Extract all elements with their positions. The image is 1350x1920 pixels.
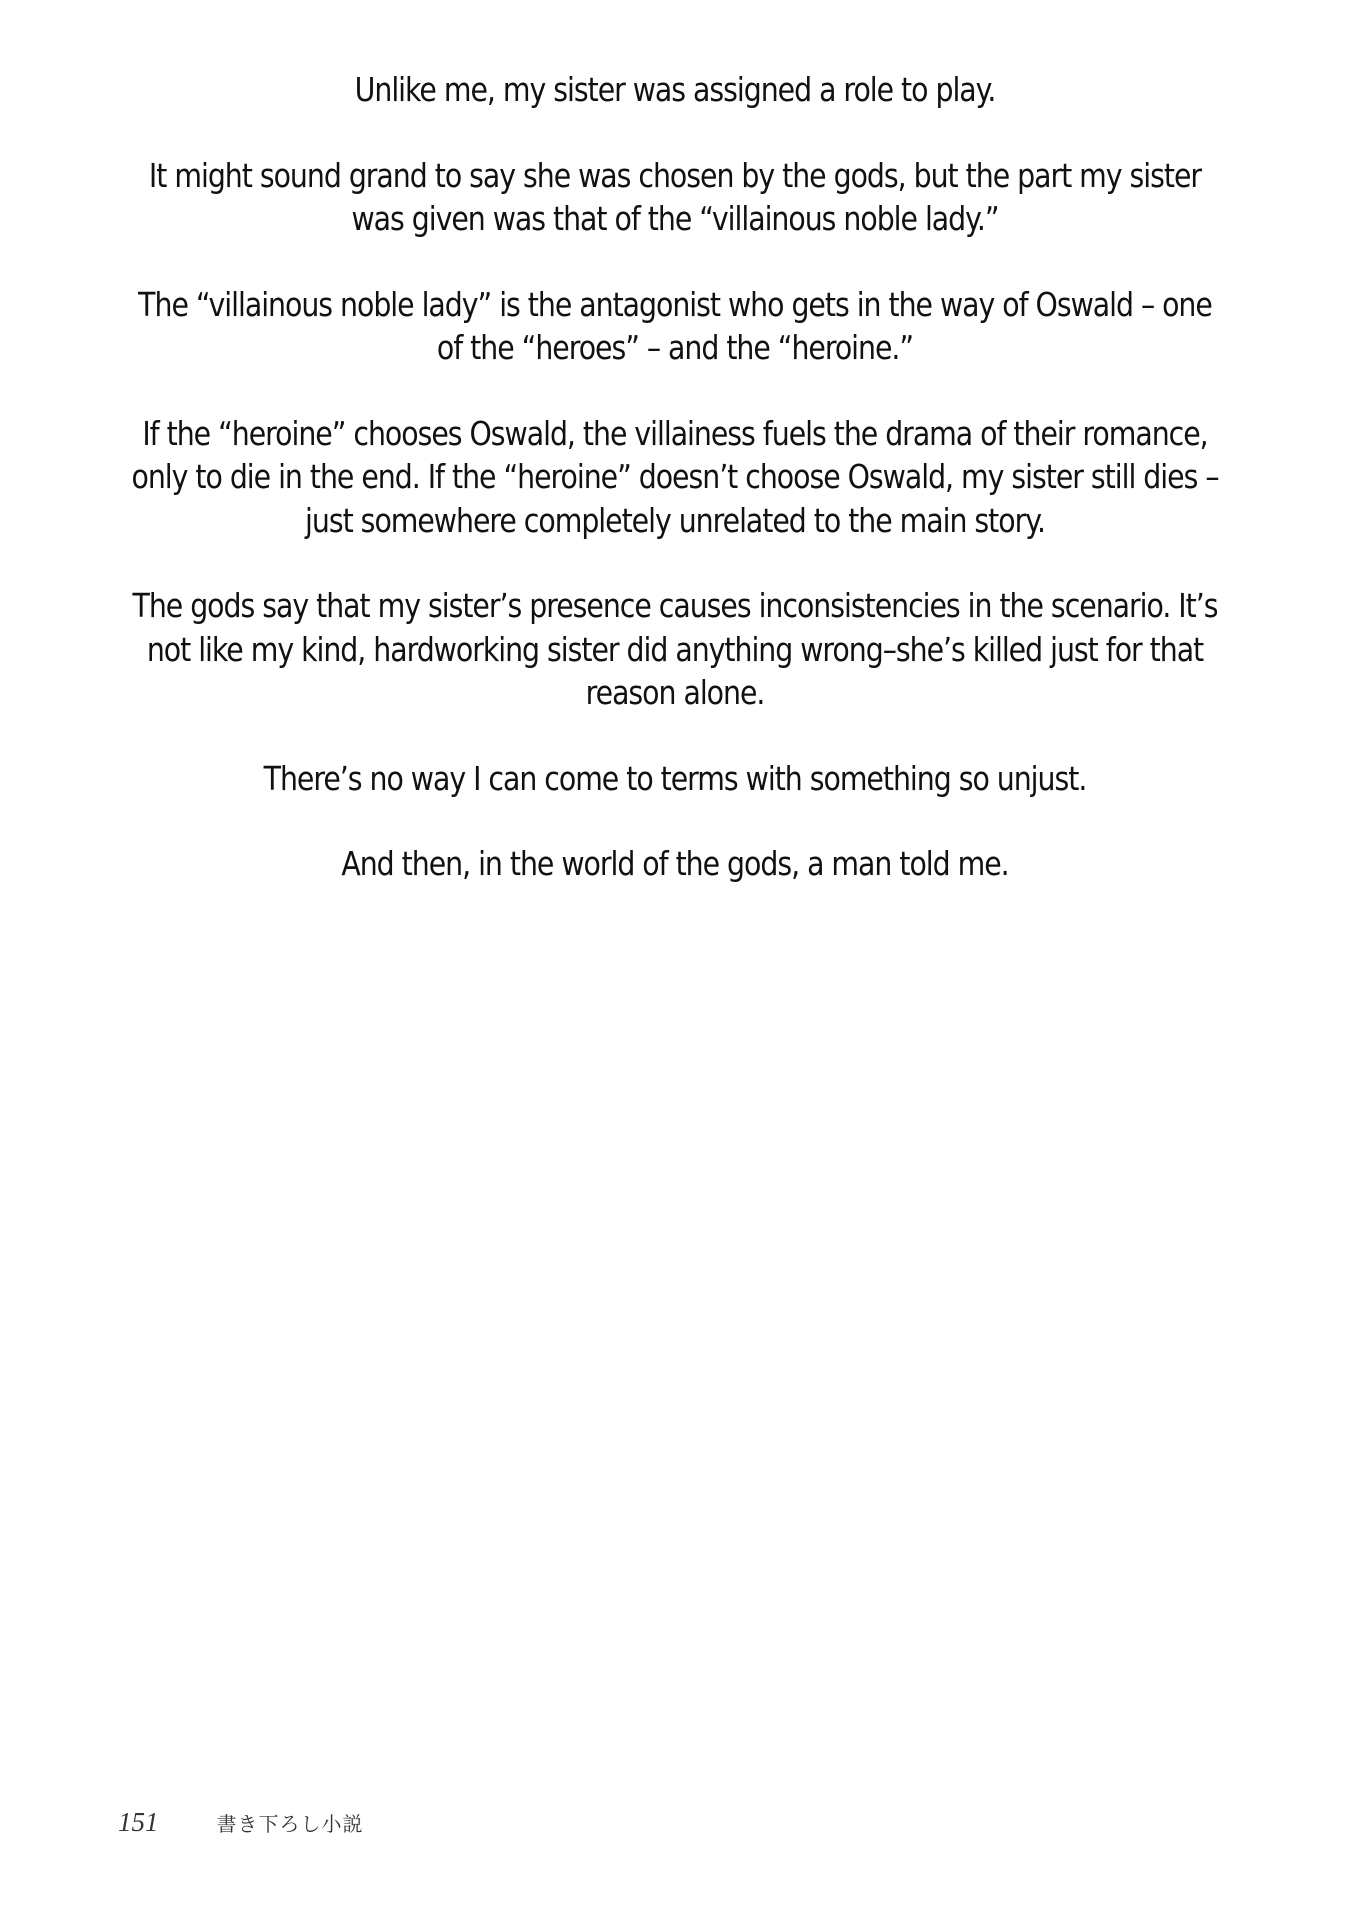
page-footer: [118, 1807, 364, 1838]
paragraph: The gods say that my sister’s presence causes inconsistencies in the scenario. It’s not like my kind, hardworking sister did anything wrong–she’s killed just for that reason alone.: [132, 586, 1218, 712]
page-body: [129, 68, 1221, 928]
page-number: 151: [118, 1807, 159, 1837]
running-title: 書き下ろし小説: [216, 1812, 364, 1836]
paragraph: There’s no way I can come to terms with something so unjust.: [263, 758, 1087, 798]
paragraph: If the “heroine” chooses Oswald, the villainess fuels the drama of their romance, only to die in the end. If the “heroine” doesn’t choose Oswald, my sister still dies – just somewhere completely unrelated to the main story.: [131, 413, 1219, 540]
paragraph: It might sound grand to say she was chosen by the gods, but the part my sister was given was that of the “villainous noble lady.”: [148, 155, 1202, 238]
paragraph: The “villainous noble lady” is the antagonist who gets in the way of Oswald – one of the “heroes” – and the “heroine.”: [138, 284, 1212, 367]
paragraph: Unlike me, my sister was assigned a role to play.: [354, 70, 996, 109]
paragraph: And then, in the world of the gods, a man told me.: [341, 844, 1009, 883]
